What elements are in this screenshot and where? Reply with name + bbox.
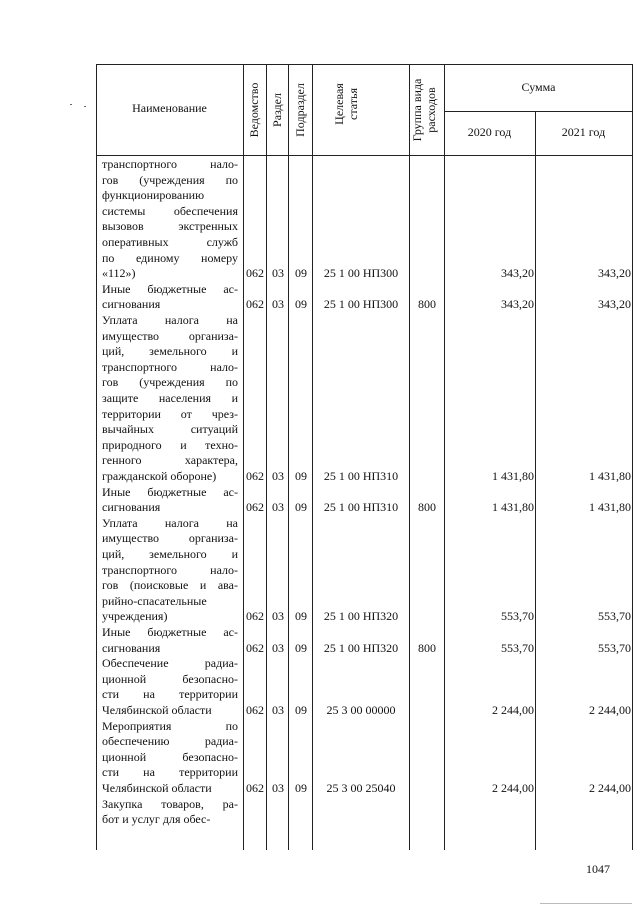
row-name-line: рийно-спасательные	[102, 593, 207, 608]
cell-gvr: 800	[418, 500, 436, 515]
cell-ved: 062	[246, 781, 264, 795]
cell-ved: 062	[246, 640, 264, 655]
cell-ved: 062	[246, 703, 264, 717]
row-name	[102, 157, 238, 282]
row-name-line: сигнования	[102, 640, 161, 655]
cell-s2020: 553,70	[501, 640, 534, 655]
summa-divider	[444, 111, 633, 112]
header-razdel: Раздел	[270, 93, 284, 127]
cell-s2020: 1 431,80	[492, 469, 534, 483]
cell-cs: 25 1 00 НП310	[323, 500, 399, 515]
header-gruppa: Группа вида	[410, 78, 424, 142]
cell-ved: 062	[246, 266, 264, 281]
row-name-line: гов (учреждения по	[102, 375, 238, 390]
row-name-line: транспортного нало-	[102, 359, 238, 374]
row-name-line: гов (поисковые и ава-	[102, 578, 238, 593]
row-name-line: генного характера,	[102, 453, 238, 468]
cell-raz: 03	[272, 266, 284, 281]
header-2020: 2020 год	[467, 125, 512, 139]
cell-pod: 09	[295, 609, 307, 624]
row-name-line: Челябинской области	[102, 780, 212, 795]
cell-s2021: 1 431,80	[589, 500, 631, 515]
cell-cs: 25 1 00 НП310	[323, 469, 399, 483]
margin-mark	[84, 106, 86, 107]
row-name-line: ционной безопасно-	[102, 749, 238, 764]
row-name-line: транспортного нало-	[102, 157, 238, 171]
header-statya: статья	[346, 88, 360, 120]
row-name-line: сти на территории	[102, 687, 238, 702]
cell-s2021: 2 244,00	[589, 781, 631, 795]
row-name	[102, 282, 238, 313]
cell-raz: 03	[272, 781, 284, 795]
row-name	[102, 313, 238, 485]
header-bottom-border	[96, 155, 633, 156]
header-2021: 2021 год	[561, 125, 606, 139]
cell-s2020: 553,70	[501, 609, 534, 624]
row-name	[102, 719, 238, 797]
row-name-line: Иные бюджетные ас-	[102, 484, 238, 499]
row-name-line: ций, земельного и	[102, 546, 238, 561]
row-name-line: территории от чрез-	[102, 406, 238, 421]
row-name-line: имущество организа-	[102, 328, 238, 343]
col-line-ved	[266, 64, 267, 850]
header-name: Наименование	[132, 101, 207, 115]
row-name-line: вычайных ситуаций	[102, 422, 238, 437]
row-name	[102, 516, 238, 625]
cell-gvr: 800	[418, 640, 436, 655]
cell-pod: 09	[295, 640, 307, 655]
row-name-line: природного и техно-	[102, 437, 238, 452]
cell-raz: 03	[272, 609, 284, 624]
cell-s2021: 553,70	[598, 609, 631, 624]
cell-cs: 25 1 00 НП300	[323, 297, 399, 312]
row-name	[102, 656, 238, 718]
row-name-line: «112»)	[102, 266, 136, 281]
cell-ved: 062	[246, 500, 264, 515]
col-line-pod	[312, 64, 313, 850]
row-name-line: Уплата налога на	[102, 313, 238, 327]
cell-cs: 25 3 00 00000	[326, 703, 396, 717]
cell-s2021: 343,20	[598, 266, 631, 281]
row-name-line: сти на территории	[102, 765, 238, 780]
row-name-line: системы обеспечения	[102, 203, 238, 218]
row-name-line: Мероприятия по	[102, 718, 238, 733]
cell-raz: 03	[272, 703, 284, 717]
col-line-right	[632, 64, 633, 850]
col-line-left	[96, 64, 97, 850]
row-name-line: Иные бюджетные ас-	[102, 281, 238, 296]
row-name-line: сигнования	[102, 500, 161, 515]
row-name-line: учреждения)	[102, 609, 168, 624]
cell-s2021: 2 244,00	[589, 703, 631, 717]
footer-rule	[540, 903, 632, 904]
header-vedomstvo: Ведомство	[247, 82, 261, 138]
row-name-line: ционной безопасно-	[102, 671, 238, 686]
row-name-line: функционированию	[102, 188, 205, 203]
cell-s2021: 1 431,80	[589, 469, 631, 483]
cell-s2020: 2 244,00	[492, 781, 534, 795]
row-name-line: защите населения и	[102, 390, 238, 405]
row-name-line: имущество организа-	[102, 531, 238, 546]
cell-s2020: 343,20	[501, 266, 534, 281]
col-line-cs	[409, 64, 410, 850]
margin-mark	[70, 104, 72, 105]
page-number: 1047	[586, 862, 610, 876]
row-name-line: по единому номеру	[102, 250, 238, 265]
col-line-raz	[288, 64, 289, 850]
cell-ved: 062	[246, 297, 264, 312]
header-summa: Сумма	[521, 80, 556, 94]
row-name-line: Обеспечение радиа-	[102, 656, 238, 671]
row-name	[102, 625, 238, 656]
row-name-line: транспортного нало-	[102, 562, 238, 577]
row-name	[102, 485, 238, 516]
row-name-line: вызовов экстренных	[102, 219, 238, 234]
row-name	[102, 797, 238, 828]
row-name-line: Иные бюджетные ас-	[102, 625, 238, 639]
cell-cs: 25 1 00 НП300	[323, 266, 399, 281]
row-name-line: Уплата налога на	[102, 515, 238, 530]
cell-gvr: 800	[418, 297, 436, 312]
row-name-line: ций, земельного и	[102, 344, 238, 359]
cell-cs: 25 3 00 25040	[326, 781, 396, 795]
cell-ved: 062	[246, 609, 264, 624]
row-name-line: оперативных служб	[102, 234, 238, 249]
header-tselevaya: Целевая	[332, 83, 346, 125]
cell-pod: 09	[295, 266, 307, 281]
row-name-line: Челябинской области	[102, 702, 212, 717]
cell-pod: 09	[295, 703, 307, 717]
row-name-line: бот и услуг для обес-	[102, 812, 211, 827]
row-name-line: Закупка товаров, ра-	[102, 796, 238, 811]
cell-raz: 03	[272, 469, 284, 483]
cell-raz: 03	[272, 500, 284, 515]
cell-ved: 062	[246, 469, 264, 483]
header-podrazdel: Подраздел	[293, 83, 307, 137]
header-raskhodov: расходов	[424, 87, 438, 133]
row-name-line: обеспечению радиа-	[102, 734, 238, 749]
cell-s2020: 1 431,80	[492, 500, 534, 515]
cell-s2021: 553,70	[598, 640, 631, 655]
row-name-line: гов (учреждения по	[102, 172, 238, 187]
col-line-gvr	[444, 64, 445, 850]
row-name-line: гражданской обороне)	[102, 468, 217, 483]
cell-pod: 09	[295, 500, 307, 515]
table-top-border	[96, 64, 633, 65]
cell-cs: 25 1 00 НП320	[323, 609, 399, 624]
cell-raz: 03	[272, 640, 284, 655]
cell-s2020: 2 244,00	[492, 703, 534, 717]
cell-pod: 09	[295, 781, 307, 795]
cell-raz: 03	[272, 297, 284, 312]
cell-pod: 09	[295, 297, 307, 312]
row-name-line: сигнования	[102, 297, 161, 312]
cell-cs: 25 1 00 НП320	[323, 640, 399, 655]
cell-s2020: 343,20	[501, 297, 534, 312]
cell-pod: 09	[295, 469, 307, 483]
cell-s2021: 343,20	[598, 297, 631, 312]
col-line-name	[243, 64, 244, 850]
